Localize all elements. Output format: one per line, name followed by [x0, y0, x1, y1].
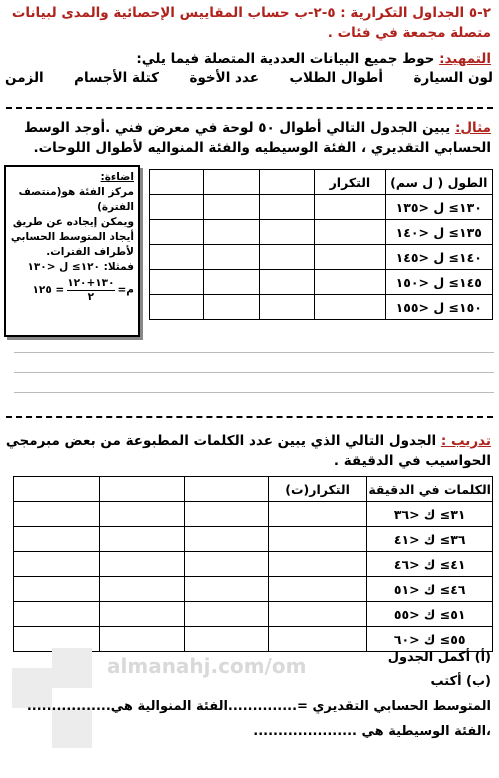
formula-denominator: ٢	[87, 291, 95, 303]
table-cell[interactable]	[185, 552, 269, 577]
lesson-title: ٢-٥ الجداول التكرارية : ٥-٢-ب حساب المقاييس الإحصائية والمدى لبيانات	[11, 5, 491, 21]
table-cell[interactable]	[14, 577, 100, 602]
table-cell[interactable]	[203, 295, 259, 320]
divider	[6, 416, 493, 418]
table-cell: ١٣٥≥ ل <١٤٠	[385, 220, 492, 245]
question-fill-2[interactable]: ،الفئة الوسيطية هي .....................	[253, 724, 491, 739]
tip-line: الفترة)	[97, 201, 134, 213]
table-cell[interactable]	[14, 602, 100, 627]
table-row	[14, 527, 493, 552]
answer-line[interactable]	[14, 392, 494, 393]
table-cell[interactable]	[99, 577, 185, 602]
training-text	[5, 431, 491, 471]
tip-line: فمثلا: ١٢٠≥ ل <١٣٠	[27, 261, 134, 273]
table-cell[interactable]	[203, 220, 259, 245]
question-b: (ب) أكتب	[430, 674, 491, 689]
training-line1: الجدول التالي الذي يبين عدد الكلمات المطبوعة من بعض مبرمجي	[5, 433, 441, 449]
intro-item[interactable]: أطوال الطلاب	[289, 70, 383, 86]
table-cell[interactable]	[150, 245, 204, 270]
formula-numerator: ١٣٠+١٢٠	[67, 277, 115, 289]
table-cell[interactable]	[185, 527, 269, 552]
table-cell: ١٣٠≥ ل <١٣٥	[385, 195, 492, 220]
example-label: مثال:	[454, 120, 491, 136]
table-header-cell	[150, 170, 204, 195]
table-cell[interactable]	[268, 552, 366, 577]
table-cell[interactable]	[268, 602, 366, 627]
table-cell: ١٥٠≥ ل <١٥٥	[385, 295, 492, 320]
table-cell[interactable]	[99, 502, 185, 527]
watermark-shape	[52, 708, 92, 748]
table-cell[interactable]	[99, 552, 185, 577]
table-header-cell	[14, 477, 100, 502]
table-cell[interactable]	[315, 195, 385, 220]
table-cell[interactable]	[203, 195, 259, 220]
table-cell[interactable]	[268, 627, 366, 652]
table-header-row	[150, 170, 493, 195]
table-cell[interactable]	[203, 270, 259, 295]
intro-instruction	[136, 50, 491, 68]
divider	[6, 107, 493, 109]
answer-line[interactable]	[14, 372, 494, 373]
table-row	[14, 552, 493, 577]
tip-box	[4, 165, 140, 337]
table-cell[interactable]	[315, 245, 385, 270]
table-cell[interactable]	[14, 552, 100, 577]
table-cell[interactable]	[259, 245, 315, 270]
tip-heading: اضاءة:	[100, 171, 134, 183]
intro-item[interactable]: عدد الأخوة	[189, 70, 259, 86]
table-row	[150, 270, 493, 295]
table-row	[150, 295, 493, 320]
formula-result: = ١٢٥	[32, 284, 65, 296]
table-cell[interactable]	[268, 527, 366, 552]
intro-item[interactable]: الزمن	[5, 70, 44, 86]
formula-lhs: م=	[117, 284, 134, 296]
table-cell[interactable]	[315, 270, 385, 295]
table-row	[150, 195, 493, 220]
example-line2: الحسابي التقديري ، الفئة الوسيطيه والفئة المنواليه لأطوال اللوحات.	[33, 140, 491, 156]
intro-item[interactable]: كتلة الأجسام	[74, 70, 160, 86]
table-row	[150, 220, 493, 245]
table-cell[interactable]	[185, 502, 269, 527]
watermark-shape	[52, 648, 92, 688]
intro-label: التمهيد:	[439, 51, 491, 67]
table-row	[150, 245, 493, 270]
tip-line: مركز الفئة هو(منتصف	[18, 186, 134, 198]
tip-line: أيجاد المتوسط الحسابي	[10, 231, 134, 243]
table-cell: ٥٥≥ ك <٦٠	[367, 627, 493, 652]
tip-line: لأطراف الفترات.	[46, 246, 134, 258]
table-cell: ١٤٥≥ ل <١٥٠	[385, 270, 492, 295]
training-label: تدريب :	[440, 433, 491, 449]
table-cell[interactable]	[315, 295, 385, 320]
tip-formula	[10, 277, 134, 304]
table-header-cell	[259, 170, 315, 195]
table-header-cell	[203, 170, 259, 195]
example-text	[5, 118, 491, 158]
table-header-cell	[185, 477, 269, 502]
table-cell: ١٤٠≥ ل <١٤٥	[385, 245, 492, 270]
table-header-cell: التكرار(ت)	[268, 477, 366, 502]
table-cell[interactable]	[268, 577, 366, 602]
tip-line: ويمكن إيجاده عن طريق	[12, 216, 134, 228]
answer-line[interactable]	[14, 352, 494, 353]
training-table	[13, 476, 493, 652]
table-cell[interactable]	[185, 577, 269, 602]
lesson-subtitle: متصلة مجمعة في فئات .	[327, 25, 491, 41]
table-cell: ٥١≥ ك <٥٥	[367, 602, 493, 627]
table-row	[14, 577, 493, 602]
table-cell[interactable]	[185, 602, 269, 627]
table-cell: ٣١≥ ك <٣٦	[367, 502, 493, 527]
training-line2: الحواسيب في الدقيقة .	[333, 453, 491, 469]
table-cell[interactable]	[268, 502, 366, 527]
example-line1: يبين الجدول التالي أطوال ٥٠ لوحة في معرض فني .أوجد الوسط	[23, 120, 455, 136]
table-cell[interactable]	[14, 527, 100, 552]
table-cell[interactable]	[14, 502, 100, 527]
table-cell[interactable]	[259, 195, 315, 220]
example-table	[149, 169, 493, 320]
formula-fraction	[67, 277, 114, 304]
table-cell[interactable]	[150, 220, 204, 245]
table-cell: ٤١≥ ك <٤٦	[367, 552, 493, 577]
table-cell[interactable]	[99, 602, 185, 627]
table-header-cell: الكلمات في الدقيقة	[367, 477, 493, 502]
table-cell[interactable]	[150, 270, 204, 295]
table-cell[interactable]	[150, 195, 204, 220]
table-header-cell	[99, 477, 185, 502]
intro-item[interactable]: لون السيارة	[413, 70, 493, 86]
question-a: (أ) أكمل الجدول	[387, 650, 491, 665]
table-cell[interactable]	[259, 295, 315, 320]
question-fill-1[interactable]: المتوسط الحسابي التقديري =..............الفئة المنوالية هي.................	[26, 699, 491, 714]
watermark-text: almanahj.com/om	[107, 654, 307, 678]
table-cell[interactable]	[99, 527, 185, 552]
table-header-cell: التكرار	[315, 170, 385, 195]
intro-items	[5, 70, 493, 86]
table-cell: ٣٦≥ ك <٤١	[367, 527, 493, 552]
table-cell[interactable]	[150, 295, 204, 320]
table-cell[interactable]	[259, 220, 315, 245]
table-header-row	[14, 477, 493, 502]
table-cell[interactable]	[315, 220, 385, 245]
table-cell[interactable]	[259, 270, 315, 295]
intro-text: حوط جميع البيانات العددية المتصلة فيما يلي:	[136, 51, 440, 67]
table-row	[14, 502, 493, 527]
table-cell: ٤٦≥ ك <٥١	[367, 577, 493, 602]
table-cell[interactable]	[203, 245, 259, 270]
table-row	[14, 602, 493, 627]
table-header-cell: الطول ( ل سم)	[385, 170, 492, 195]
